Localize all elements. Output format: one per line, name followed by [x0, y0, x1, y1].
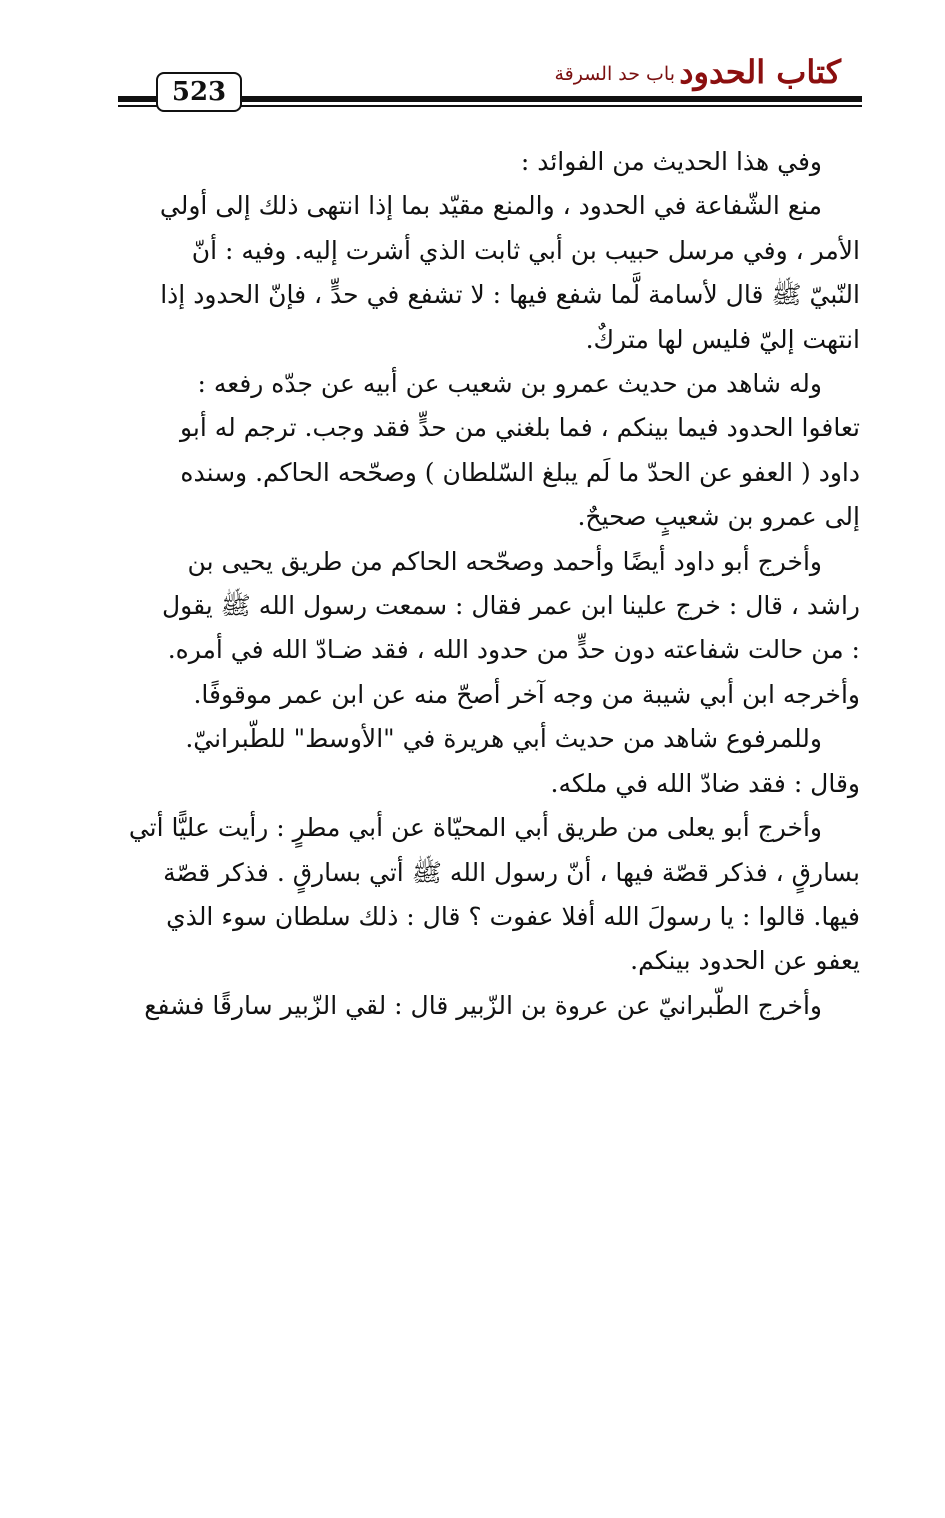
- chapter-title: باب حد السرقة: [554, 63, 675, 85]
- page-header: [0, 0, 945, 120]
- paragraph-benefits-intro: [118, 140, 860, 184]
- text-line: انتهت إليّ فليس لها متركٌ.: [585, 324, 860, 354]
- text-line: تعافوا الحدود فيما بينكم ، فما بلغني من حدٍّ فقد وجب. ترجم له أبو: [179, 413, 860, 443]
- book-title: كتاب الحدود: [679, 53, 841, 91]
- paragraph-marfu-witness: [118, 717, 860, 806]
- text-line: النّبيّ ﷺ قال لأسامة لَّما شفع فيها : لا تشفع في حدٍّ ، فإنّ الحدود إذا: [160, 280, 860, 310]
- text-line: منع الشّفاعة في الحدود ، والمنع مقيّد بما إذا انتهى ذلك إلى أولي: [159, 191, 822, 221]
- text-line: داود ( العفو عن الحدّ ما لَم يبلغ السّلطان ) وصحّحه الحاكم. وسنده: [180, 457, 860, 487]
- text-line: : من حالت شفاعته دون حدٍّ من حدود الله ، فقد ضـادّ الله في أمره.: [167, 635, 860, 665]
- text-line: الأمر ، وفي مرسل حبيب بن أبي ثابت الذي أشرت إليه. وفيه : أنّ: [191, 235, 860, 265]
- page-number-box: [156, 72, 242, 112]
- text-line: يعفو عن الحدود بينكم.: [630, 946, 860, 976]
- text-line: وأخرجه ابن أبي شيبة من وجه آخر أصحّ منه عن ابن عمر موقوفًا.: [193, 679, 860, 709]
- text-line: وأخرج أبو يعلى من طريق أبي المحيّاة عن أبي مطرٍ : رأيت عليًّا أتي: [128, 813, 822, 843]
- page-number: 523: [171, 77, 227, 107]
- text-line: وللمرفوع شاهد من حديث أبي هريرة في "الأوسط" للطّبرانيّ.: [185, 724, 822, 754]
- text-line: وفي هذا الحديث من الفوائد :: [520, 147, 822, 176]
- text-line: فيها. قالوا : يا رسولَ الله أفلا عفوت ؟ قال : ذلك سلطان سوء الذي: [166, 901, 860, 931]
- paragraph-intercession: [118, 184, 860, 362]
- body-text: [118, 140, 860, 1028]
- paragraph-amr-hadith: [118, 362, 860, 540]
- text-line: بسارقٍ ، فذكر قصّة فيها ، أنّ رسول الله ﷺ أتي بسارقٍ . فذكر قصّة: [163, 857, 860, 887]
- paragraph-tabarani: [118, 984, 860, 1028]
- text-line: راشد ، قال : خرج علينا ابن عمر فقال : سمعت رسول الله ﷺ يقول: [162, 591, 860, 621]
- text-line: وله شاهد من حديث عمرو بن شعيب عن أبيه عن جدّه رفعه :: [197, 369, 822, 399]
- paragraph-abu-dawud: [118, 540, 860, 718]
- paragraph-abu-yala: [118, 806, 860, 984]
- text-line: وقال : فقد ضادّ الله في ملكه.: [550, 768, 860, 798]
- text-line: وأخرج أبو داود أيضًا وأحمد وصحّحه الحاكم من طريق يحيى بن: [187, 546, 822, 576]
- text-line: إلى عمرو بن شعيبٍ صحيحٌ.: [577, 502, 860, 532]
- text-line: وأخرج الطّبرانيّ عن عروة بن الزّبير قال : لقي الزّبير سارقًا فشفع: [144, 990, 822, 1020]
